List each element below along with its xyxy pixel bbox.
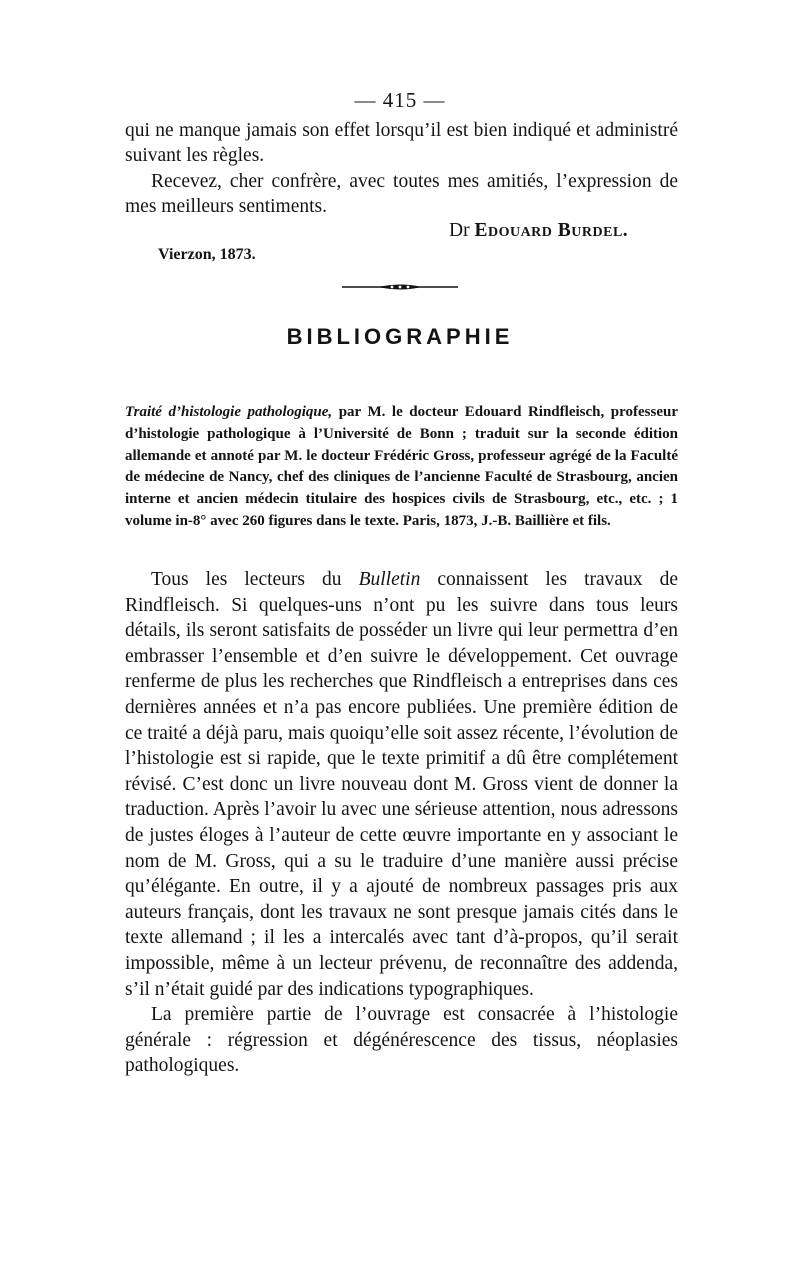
signature [449,220,628,242]
intro-paragraph-1: qui ne manque jamais son effet lorsqu’il est bien indiqué et administré suivant les règles. [125,120,678,167]
intro-text [125,118,678,220]
review-p1-rest: connaissent les travaux de Rindfleisch. Si quelques-uns n’ont pu les suivre dans tous leurs détails, ils seront satisfaits de posséder un livre qui leur permettra d’en embrasser l’ensemble et d’en suivre le développement. Cet ouvrage renferme de plus les recherches que Rindfleisch a entreprises dans ces dernières années et n’a pas encore publiées. Une première édition de ce traité a déjà paru, mais quoiqu’elle soit assez récente, l’évolution de l’histologie est si rapide, que le texte primitif a dû être complétement révisé. C’est donc un livre nouveau dont M. Gross vient de donner la traduction. Après l’avoir lu avec une sérieuse attention, nous adressons de justes éloges à l’auteur de cette œuvre importante en y associant le nom de M. Gross, qui a su le traduire d’une manière aussi précise qu’élégante. En outre, il y a ajouté de nombreux passages pris aux auteurs français, dont les travaux ne sont presque jamais cités dans le texte allemand ; il les a intercalés avec tant d’à-propos, qu’il serait impossible, même à un lecteur prévenu, de reconnaître des addenda, s’il n’était guidé par des indications typographiques. [125,569,679,1000]
review-text [125,567,678,1079]
signature-name: Edouard Burdel. [474,220,629,241]
bibliography-work-title: Traité d’histologie pathologique, [125,404,333,420]
review-paragraph-2: La première partie de l’ouvrage est consacrée à l’histologie générale : régression et dégénérescence des tissus, néoplasies pathologiques. [125,1004,678,1077]
review-p1-start: Tous les lecteurs du [151,569,359,590]
ornament-divider [342,283,458,291]
signature-prefix: Dr [449,220,470,241]
bibliography-details: par M. le docteur Edouard Rindfleisch, professeur d’histologie pathologique à l’Université de Bonn ; traduit sur la seconde édition allemande et annoté par M. le docteur Frédéric Gross, professeur agrégé de la Faculté de médecine de Nancy, chef des cliniques de l’ancienne Faculté de Strasbourg, ancien interne et ancien médecin titulaire des hospices civils de Strasbourg, etc., etc. ; 1 volume in-8° avec 260 figures dans le texte. Paris, 1873, J.-B. Baillière et fils. [125,404,678,529]
intro-paragraph-2: Recevez, cher confrère, avec toutes mes amitiés, l’expression de mes meilleurs sentiments. [125,170,678,218]
place-date: Vierzon, 1873. [158,246,256,263]
review-paragraph-1 [125,567,678,1002]
bibliography-entry [125,402,678,533]
journal-name: Bulletin [358,569,421,590]
page-number: — 415 — [354,88,446,112]
section-title: BIBLIOGRAPHIE [286,324,514,349]
